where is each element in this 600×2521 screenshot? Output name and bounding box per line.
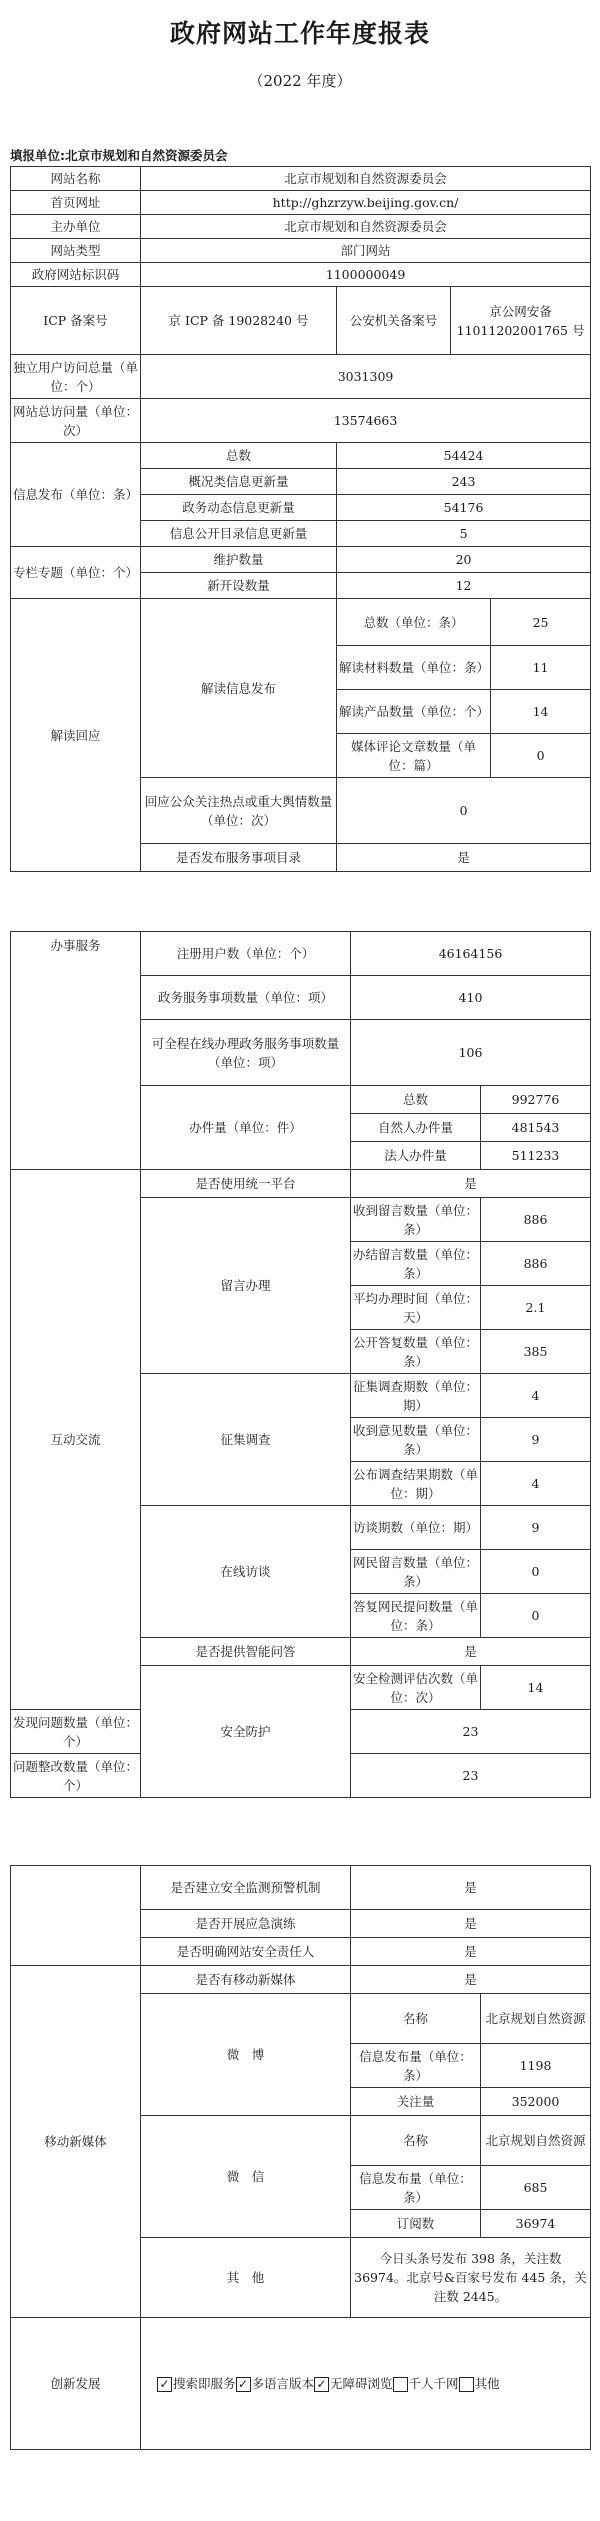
pv-value: 13574663	[141, 399, 591, 443]
interaction-done-label: 办结留言数量（单位：条）	[351, 1242, 481, 1286]
interaction-survey-label: 征集调查	[141, 1374, 351, 1506]
wechat-sub-value: 36974	[481, 2210, 591, 2238]
interaction-periods-label: 征集调查期数（单位：期）	[351, 1374, 481, 1418]
security-monitor-value: 是	[351, 1866, 591, 1910]
interaction-public-value: 385	[481, 1330, 591, 1374]
wechat-name-label: 名称	[351, 2116, 481, 2166]
interaction-results-value: 4	[481, 1462, 591, 1506]
weibo-name-label: 名称	[351, 1994, 481, 2044]
security-label: 安全防护	[141, 1666, 351, 1798]
publish-overview-value: 243	[337, 469, 591, 495]
innovation-option-personal[interactable]	[393, 2376, 459, 2391]
site-code-label: 政府网站标识码	[11, 263, 141, 287]
interpret-product-value: 14	[491, 690, 591, 734]
site-name-label: 网站名称	[11, 167, 141, 191]
innovation-option-label: 千人千网	[408, 2376, 459, 2391]
publish-dynamic-value: 54176	[337, 495, 591, 521]
service-person-value: 481543	[481, 1114, 591, 1142]
interaction-opinions-value: 9	[481, 1418, 591, 1462]
service-total-label: 总数	[351, 1086, 481, 1114]
service-users-value: 46164156	[351, 932, 591, 976]
interaction-reply-label: 答复网民提问数量（单位：条）	[351, 1594, 481, 1638]
psb-value: 京公网安备 11011202001765 号	[451, 287, 591, 355]
innovation-option-search[interactable]	[157, 2376, 236, 2391]
security-drill-value: 是	[351, 1910, 591, 1938]
interaction-periods-value: 4	[481, 1374, 591, 1418]
interpret-material-value: 11	[491, 646, 591, 690]
interpret-total-value: 25	[491, 599, 591, 646]
interaction-online-label: 在线访谈	[141, 1506, 351, 1638]
service-total-value: 992776	[481, 1086, 591, 1114]
security-monitor-label: 是否建立安全监测预警机制	[141, 1866, 351, 1910]
service-online-value: 106	[351, 1020, 591, 1086]
interaction-public-label: 公开答复数量（单位：条）	[351, 1330, 481, 1374]
weibo-follow-label: 关注量	[351, 2088, 481, 2116]
service-interaction-table	[10, 931, 591, 1798]
service-items-label: 政务服务事项数量（单位：项）	[141, 976, 351, 1020]
interpret-respond-value: 0	[337, 778, 591, 844]
publish-catalog-label: 信息公开目录信息更新量	[141, 521, 337, 547]
weibo-label: 微 博	[141, 1994, 351, 2116]
wechat-posts-value: 685	[481, 2166, 591, 2210]
uv-label: 独立用户访问总量（单位：个）	[11, 355, 141, 399]
interpret-release-label: 解读信息发布	[141, 599, 337, 778]
security-owner-label: 是否明确网站安全责任人	[141, 1938, 351, 1966]
interaction-talk-value: 9	[481, 1506, 591, 1550]
interpret-product-label: 解读产品数量（单位：个）	[337, 690, 491, 734]
innovation-option-label: 搜索即服务	[173, 2376, 236, 2391]
security-found-value: 23	[351, 1710, 591, 1754]
security-blank-cell	[11, 1866, 141, 1966]
publish-total-value: 54424	[337, 443, 591, 469]
publish-overview-label: 概况类信息更新量	[141, 469, 337, 495]
interaction-talk-label: 访谈期数（单位：期）	[351, 1506, 481, 1550]
security-check-label: 安全检测评估次数（单位：次）	[351, 1666, 481, 1710]
interpret-label: 解读回应	[11, 599, 141, 872]
innovation-option-other[interactable]	[459, 2376, 500, 2391]
service-label: 办事服务	[11, 932, 141, 1170]
interaction-label: 互动交流	[11, 1170, 141, 1710]
service-items-value: 410	[351, 976, 591, 1020]
special-new-label: 新开设数量	[141, 573, 337, 599]
interaction-unified-value: 是	[351, 1170, 591, 1198]
service-users-label: 注册用户数（单位：个）	[141, 932, 351, 976]
security-fixed-label: 问题整改数量（单位：个）	[11, 1754, 141, 1798]
media-has-value: 是	[351, 1966, 591, 1994]
interaction-avg-value: 2.1	[481, 1286, 591, 1330]
site-type-label: 网站类型	[11, 239, 141, 263]
interaction-opinions-label: 收到意见数量（单位：条）	[351, 1418, 481, 1462]
service-legal-value: 511233	[481, 1142, 591, 1170]
security-check-value: 14	[481, 1666, 591, 1710]
icp-value: 京 ICP 备 19028240 号	[141, 287, 337, 355]
weibo-posts-label: 信息发布量（单位：条）	[351, 2044, 481, 2088]
publish-label: 信息发布（单位：条）	[11, 443, 141, 547]
security-media-table	[10, 1865, 591, 2450]
home-url-label: 首页网址	[11, 191, 141, 215]
checkbox-icon	[459, 2377, 474, 2392]
checkbox-icon: ✓	[236, 2377, 251, 2392]
innovation-option-multilang[interactable]	[236, 2376, 315, 2391]
interaction-done-value: 886	[481, 1242, 591, 1286]
interaction-reply-value: 0	[481, 1594, 591, 1638]
service-online-label: 可全程在线办理政务服务事项数量（单位：项）	[141, 1020, 351, 1086]
media-label: 移动新媒体	[11, 1966, 141, 2318]
weibo-posts-value: 1198	[481, 2044, 591, 2088]
innovation-option-label: 其他	[474, 2376, 500, 2391]
site-name-value: 北京市规划和自然资源委员会	[141, 167, 591, 191]
checkbox-icon: ✓	[314, 2377, 329, 2392]
sponsor-value: 北京市规划和自然资源委员会	[141, 215, 591, 239]
interpret-material-label: 解读材料数量（单位：条）	[337, 646, 491, 690]
security-fixed-value: 23	[351, 1754, 591, 1798]
media-has-label: 是否有移动新媒体	[141, 1966, 351, 1994]
publish-total-label: 总数	[141, 443, 337, 469]
special-new-value: 12	[337, 573, 591, 599]
service-legal-label: 法人办件量	[351, 1142, 481, 1170]
interpret-respond-label: 回应公众关注热点或重大舆情数量（单位：次）	[141, 778, 337, 844]
interaction-smart-label: 是否提供智能问答	[141, 1638, 351, 1666]
special-label: 专栏专题（单位：个）	[11, 547, 141, 599]
weibo-follow-value: 352000	[481, 2088, 591, 2116]
other-media-value: 今日头条号发布 398 条，关注数 36974。北京号&百家号发布 445 条，关注数 2445。	[351, 2238, 591, 2318]
innovation-label: 创新发展	[11, 2318, 141, 2450]
icp-label: ICP 备案号	[11, 287, 141, 355]
page-title: 政府网站工作年度报表	[169, 19, 430, 48]
site-type-value: 部门网站	[141, 239, 591, 263]
report-year: （2022 年度）	[248, 72, 352, 90]
special-maintain-label: 维护数量	[141, 547, 337, 573]
uv-value: 3031309	[141, 355, 591, 399]
wechat-posts-label: 信息发布量（单位：条）	[351, 2166, 481, 2210]
pv-label: 网站总访问量（单位：次）	[11, 399, 141, 443]
special-maintain-value: 20	[337, 547, 591, 573]
interpret-media-label: 媒体评论文章数量（单位：篇）	[337, 734, 491, 778]
service-person-label: 自然人办件量	[351, 1114, 481, 1142]
innovation-option-label: 无障碍浏览	[330, 2376, 393, 2391]
security-owner-value: 是	[351, 1938, 591, 1966]
sponsor-label: 主办单位	[11, 215, 141, 239]
interaction-unified-label: 是否使用统一平台	[141, 1170, 351, 1198]
interaction-received-value: 886	[481, 1198, 591, 1242]
wechat-name-value: 北京规划自然资源	[481, 2116, 591, 2166]
innovation-option-label: 多语言版本	[251, 2376, 315, 2391]
interaction-netmsg-label: 网民留言数量（单位：条）	[351, 1550, 481, 1594]
interaction-msg-label: 留言办理	[141, 1198, 351, 1374]
interaction-results-label: 公布调查结果期数（单位：期）	[351, 1462, 481, 1506]
interaction-netmsg-value: 0	[481, 1550, 591, 1594]
service-handled-label: 办件量（单位：件）	[141, 1086, 351, 1170]
home-url-value: http://ghzrzyw.beijing.gov.cn/	[141, 191, 591, 215]
interaction-received-label: 收到留言数量（单位：条）	[351, 1198, 481, 1242]
interaction-avg-label: 平均办理时间（单位：天）	[351, 1286, 481, 1330]
site-code-value: 1100000049	[141, 263, 591, 287]
interaction-smart-value: 是	[351, 1638, 591, 1666]
basic-info-table	[10, 166, 591, 872]
checkbox-icon: ✓	[157, 2377, 172, 2392]
interpret-media-value: 0	[491, 734, 591, 778]
weibo-name-value: 北京规划自然资源	[481, 1994, 591, 2044]
psb-label: 公安机关备案号	[337, 287, 451, 355]
innovation-options	[141, 2318, 591, 2450]
interpret-catalog-value: 是	[337, 844, 591, 872]
publish-catalog-value: 5	[337, 521, 591, 547]
wechat-label: 微 信	[141, 2116, 351, 2238]
other-media-label: 其 他	[141, 2238, 351, 2318]
security-drill-label: 是否开展应急演练	[141, 1910, 351, 1938]
publish-dynamic-label: 政务动态信息更新量	[141, 495, 337, 521]
interpret-total-label: 总数（单位：条）	[337, 599, 491, 646]
filler-unit: 填报单位:北京市规划和自然资源委员会	[10, 148, 228, 163]
innovation-option-accessible[interactable]	[314, 2376, 393, 2391]
checkbox-icon	[393, 2377, 408, 2392]
security-found-label: 发现问题数量（单位：个）	[11, 1710, 141, 1754]
wechat-sub-label: 订阅数	[351, 2210, 481, 2238]
interpret-catalog-label: 是否发布服务事项目录	[141, 844, 337, 872]
